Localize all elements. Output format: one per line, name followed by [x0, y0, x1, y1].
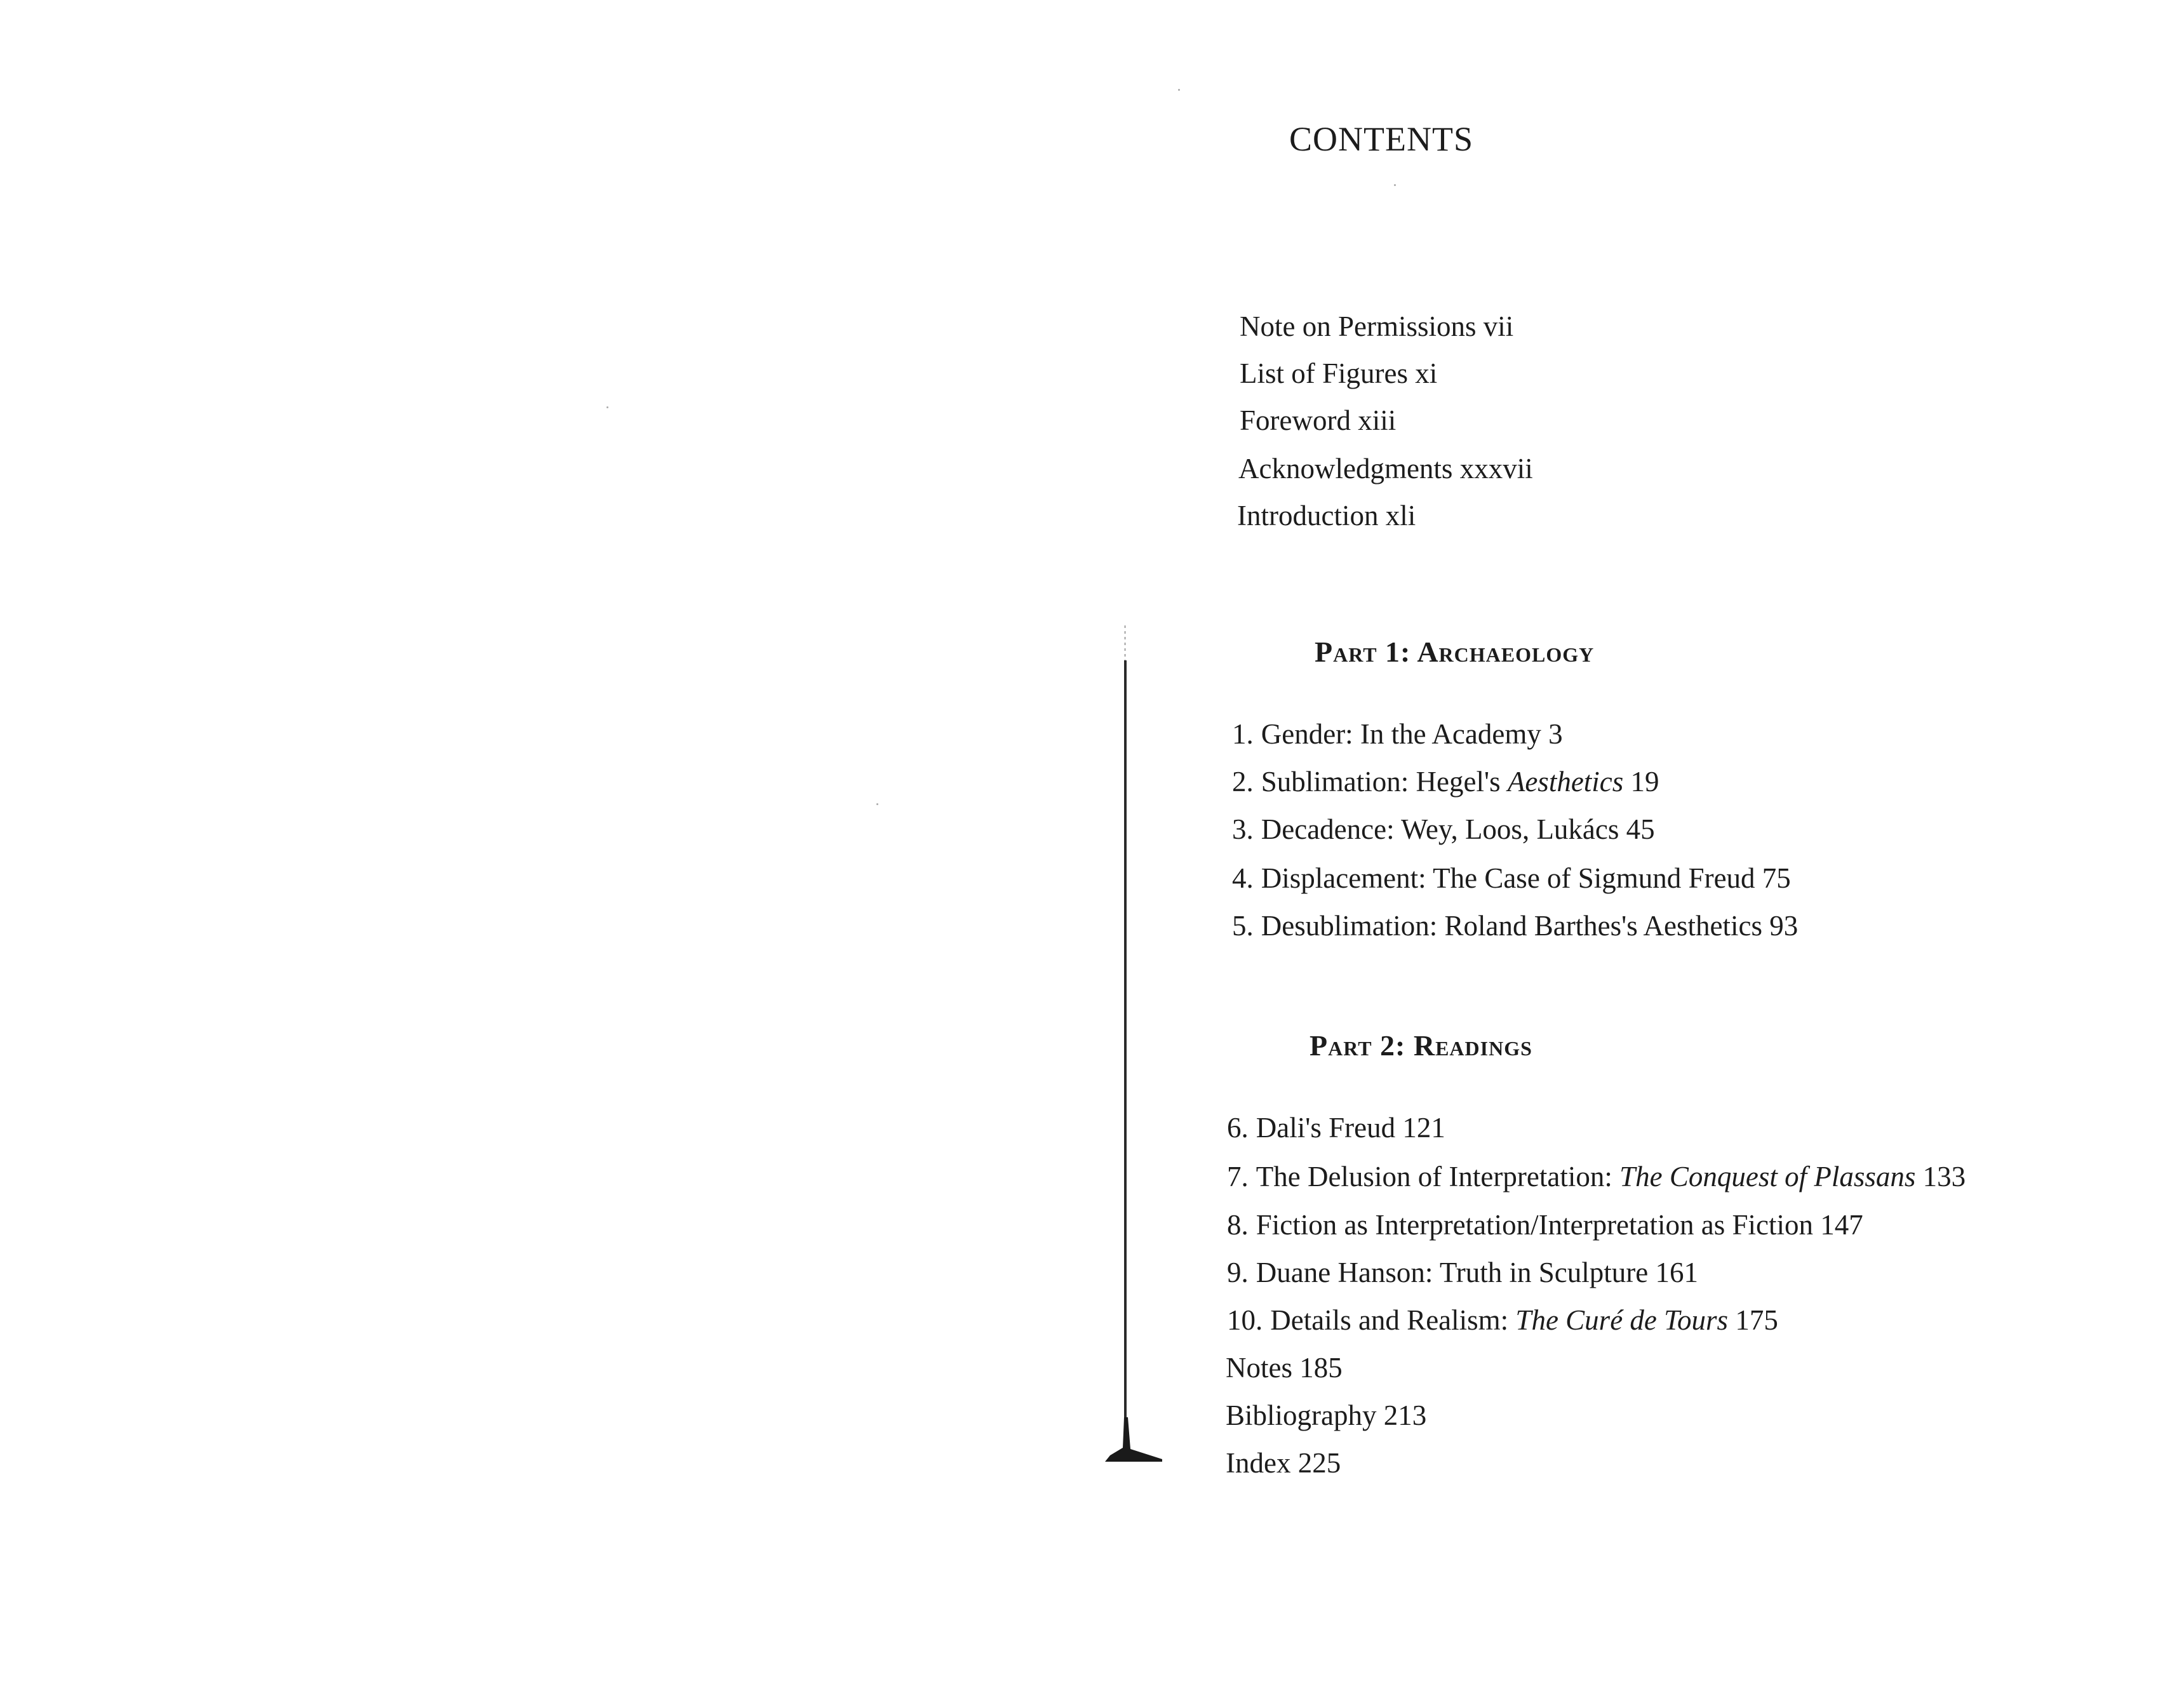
toc-entry: Bibliography 213 [1226, 1399, 1427, 1431]
part-1-heading: Part 1: Archaeology [1315, 636, 1595, 668]
toc-chapter: 6. Dali's Freud 121 [1227, 1112, 1445, 1144]
toc-chapter: 8. Fiction as Interpretation/Interpretation as Fiction 147 [1227, 1209, 1863, 1241]
toc-entry: Acknowledgments xxxvii [1238, 453, 1533, 484]
toc-entry: Introduction xli [1237, 500, 1416, 531]
contents-page [1127, 0, 2184, 1696]
page-speck [606, 406, 608, 408]
toc-chapter: 1. Gender: In the Academy 3 [1232, 718, 1563, 750]
toc-chapter: 4. Displacement: The Case of Sigmund Freud 75 [1232, 862, 1791, 894]
book-gutter-line [1124, 660, 1127, 1460]
toc-entry: Foreword xiii [1240, 404, 1397, 436]
toc-chapter: 3. Decadence: Wey, Loos, Lukács 45 [1232, 813, 1655, 845]
toc-chapter: 10. Details and Realism: The Curé de Tours 175 [1227, 1304, 1778, 1336]
toc-entry: List of Figures xi [1240, 357, 1438, 389]
toc-entry: Index 225 [1226, 1447, 1341, 1479]
part-2-heading: Part 2: Readings [1310, 1029, 1532, 1062]
toc-entry: Note on Permissions vii [1240, 310, 1514, 342]
toc-chapter: 7. The Delusion of Interpretation: The Conquest of Plassans 133 [1227, 1161, 1966, 1192]
toc-chapter: 5. Desublimation: Roland Barthes's Aesthetics 93 [1232, 910, 1799, 942]
toc-chapter: 9. Duane Hanson: Truth in Sculpture 161 [1227, 1257, 1698, 1288]
toc-chapter: 2. Sublimation: Hegel's Aesthetics 19 [1232, 766, 1659, 798]
page-title: CONTENTS [1289, 120, 1473, 158]
page-speck [876, 803, 878, 805]
toc-entry: Notes 185 [1226, 1352, 1343, 1384]
